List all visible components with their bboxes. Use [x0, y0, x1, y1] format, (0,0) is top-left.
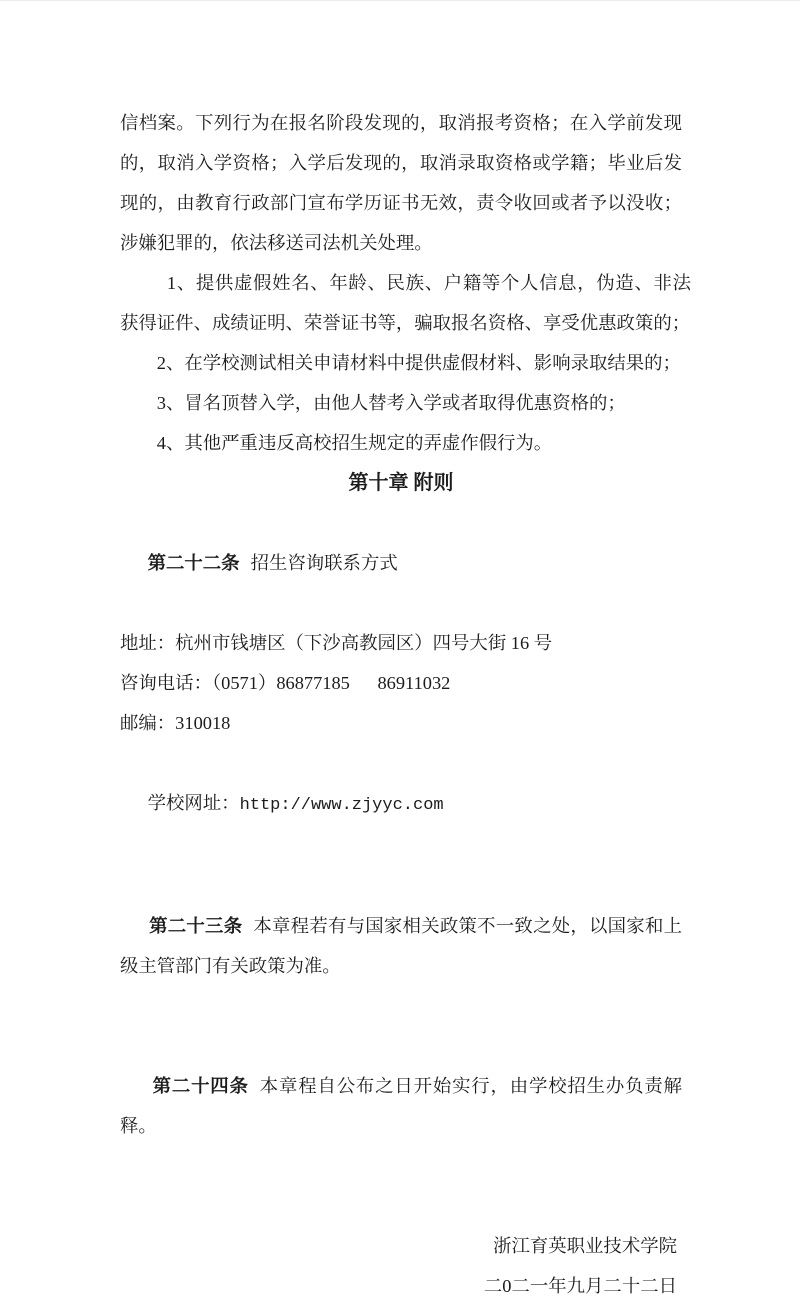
signature-date: 二0二一年九月二十二日 — [483, 1276, 677, 1296]
article-24 — [120, 1026, 682, 1186]
article-22-number: 第二十二条 — [147, 553, 240, 573]
contact-address: 地址：杭州市钱塘区（下沙高教园区）四号大街 16 号 — [120, 633, 553, 653]
website-label: 学校网址： — [147, 793, 240, 813]
list-item-3: 3、冒名顶替入学，由他人替考入学或者取得优惠资格的； — [156, 393, 626, 413]
document-content — [120, 103, 691, 1306]
signature-institution: 浙江育英职业技术学院 — [493, 1236, 677, 1256]
article-24-text: 本章程自公布之日开始实行，由学校招生办负责解释。 — [120, 1076, 682, 1136]
website-url: http://www.zjyyc.com — [239, 796, 444, 815]
list-item-2: 2、在学校测试相关申请材料中提供虚假材料、影响录取结果的； — [156, 353, 681, 373]
chapter-heading: 第十章 附则 — [348, 472, 454, 494]
contact-postcode: 邮编：310018 — [120, 713, 231, 733]
contact-phone: 咨询电话：（0571）86877185 86911032 — [120, 673, 451, 693]
list-item-1: 1、提供虚假姓名、年龄、民族、户籍等个人信息，伪造、非法获得证件、成绩证明、荣誉证书等，骗取报名资格、享受优惠政策的； — [120, 273, 691, 333]
paragraph-continuation: 信档案。下列行为在报名阶段发现的，取消报考资格；在入学前发现的，取消入学资格；入学后发现的，取消录取资格或学籍；毕业后发现的，由教育行政部门宣布学历证书无效，责令收回或者予以没收；涉嫌犯罪的，依法移送司法机关处理。 — [120, 113, 682, 253]
contact-website — [120, 743, 682, 866]
article-23 — [120, 866, 682, 1026]
article-23-text: 本章程若有与国家相关政策不一致之处，以国家和上级主管部门有关政策为准。 — [120, 916, 682, 976]
article-22-text: 招生咨询联系方式 — [250, 553, 398, 573]
article-22 — [120, 503, 682, 623]
article-24-number: 第二十四条 — [152, 1076, 249, 1096]
blank-line — [120, 1186, 682, 1226]
article-23-number: 第二十三条 — [149, 916, 243, 936]
list-item-4: 4、其他严重违反高校招生规定的弄虚作假行为。 — [156, 433, 553, 453]
